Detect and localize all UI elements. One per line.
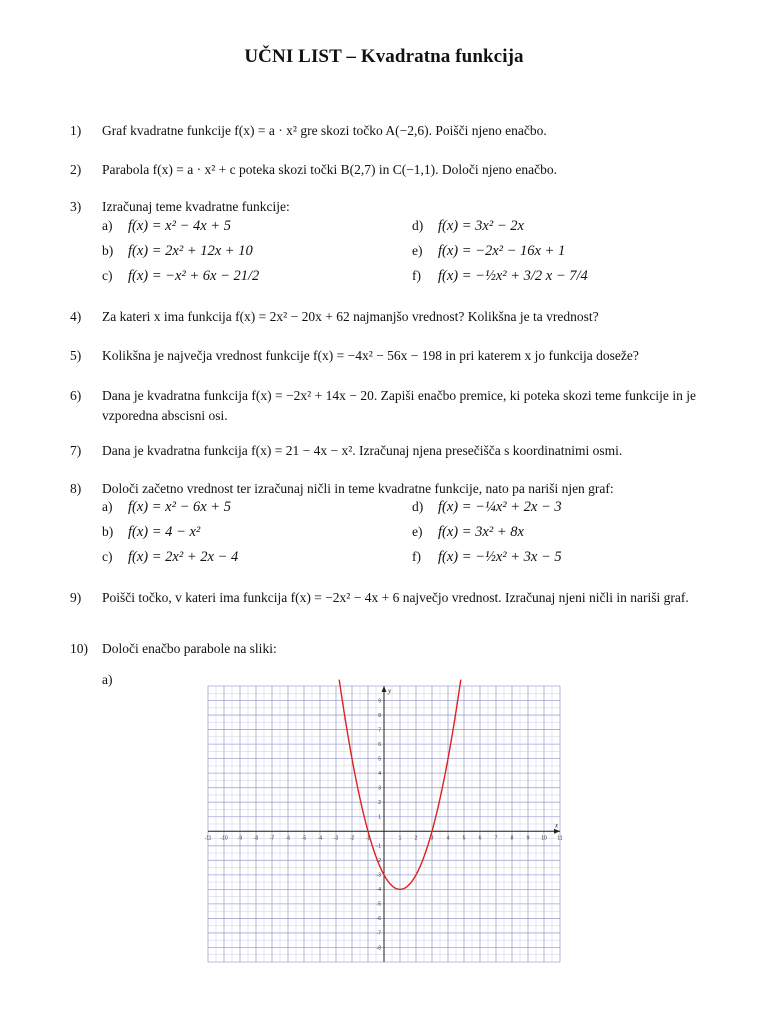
y-tick-label: 1 (378, 814, 381, 821)
problem-3 (70, 197, 696, 217)
problem-7 (70, 441, 696, 461)
problem-text: Parabola f(x) = a · x² + c poteka skozi točki B(2,7) in C(−1,1). Določi njeno enačbo. (102, 162, 558, 177)
x-tick-label: 11 (557, 835, 563, 842)
problem-4 (70, 307, 696, 327)
x-tick-label: -10 (220, 835, 228, 842)
x-tick-label: -1 (365, 835, 371, 842)
subproblem-label: d) (412, 218, 424, 233)
x-tick-label: 10 (541, 835, 547, 842)
problem-number: 5) (70, 348, 82, 363)
x-tick-label: -11 (204, 835, 212, 842)
problem-2 (70, 160, 696, 180)
y-tick-label: -2 (376, 858, 381, 865)
x-tick-label: 9 (526, 835, 530, 842)
subproblem-label: e) (412, 524, 423, 539)
equation: f(x) = x² − 6x + 5 (128, 499, 231, 515)
subproblem-label: d) (412, 499, 424, 514)
y-tick-label: 9 (378, 698, 381, 705)
y-tick-label: 4 (378, 770, 381, 777)
subproblem-label: c) (102, 268, 113, 283)
problem-number: 2) (70, 162, 82, 177)
equation: f(x) = x² − 4x + 5 (128, 218, 231, 234)
subproblem-label: f) (412, 268, 421, 283)
y-tick-label: -7 (376, 930, 381, 937)
problem-number: 9) (70, 590, 82, 605)
subproblem-label: b) (102, 243, 114, 258)
x-tick-label: -5 (301, 835, 307, 842)
x-tick-label: 3 (430, 835, 434, 842)
y-tick-label: 8 (378, 712, 381, 719)
subproblem-label: b) (102, 524, 114, 539)
problem-1 (70, 121, 696, 141)
y-tick-label: 6 (378, 741, 381, 748)
equation: f(x) = −½x² + 3/2 x − 7/4 (438, 268, 588, 284)
problem-text: Graf kvadratne funkcije f(x) = a · x² gre skozi točko A(−2,6). Poišči njeno enačbo. (102, 123, 547, 138)
subproblem-label: a) (102, 499, 113, 514)
y-tick-label: -6 (376, 916, 381, 923)
x-tick-label: 4 (446, 835, 450, 842)
x-tick-label: -4 (317, 835, 323, 842)
x-tick-label: 8 (510, 835, 514, 842)
equation: f(x) = −2x² − 16x + 1 (438, 243, 566, 259)
problem-text: Izračunaj teme kvadratne funkcije: (102, 199, 290, 214)
problem-text: Dana je kvadratna funkcija f(x) = 21 − 4x − x². Izračunaj njena presečišča s koordinatnimi osmi. (102, 443, 623, 458)
x-tick-label: -9 (237, 835, 243, 842)
x-tick-label: -6 (285, 835, 291, 842)
y-tick-label: -5 (376, 901, 381, 908)
equation: f(x) = 2x² + 2x − 4 (128, 549, 239, 565)
problem-9 (70, 588, 696, 608)
page-title: UČNI LIST – Kvadratna funkcija (244, 46, 524, 67)
x-tick-label: -2 (349, 835, 355, 842)
x-tick-label: 5 (462, 835, 466, 842)
x-axis-arrow (554, 829, 560, 834)
problem-number: 8) (70, 481, 82, 496)
problem-8 (70, 479, 696, 499)
y-tick-label: -1 (376, 843, 381, 850)
problem-number: 7) (70, 443, 82, 458)
subproblem-label: f) (412, 549, 421, 564)
y-tick-label: -4 (376, 887, 381, 894)
y-axis-label: y (388, 687, 392, 695)
problem-text: Za kateri x ima funkcija f(x) = 2x² − 20x + 62 najmanjšo vrednost? Kolikšna je ta vrednost? (102, 309, 599, 324)
subproblem-label: c) (102, 549, 113, 564)
problem-text: Poišči točko, v kateri ima funkcija f(x) = −2x² − 4x + 6 največjo vrednost. Izračunaj njeni ničli in nariši graf. (102, 590, 689, 605)
problem-number: 6) (70, 388, 82, 403)
x-tick-label: -8 (253, 835, 259, 842)
x-tick-label: 6 (478, 835, 482, 842)
problem-number: 10) (70, 641, 88, 656)
graph-label: a) (102, 672, 113, 687)
y-tick-label: -3 (376, 872, 381, 879)
y-tick-label: 3 (378, 785, 381, 792)
x-tick-label: -7 (269, 835, 275, 842)
x-axis-label: x (555, 821, 559, 830)
problem-6 (70, 386, 696, 426)
problem-number: 4) (70, 309, 82, 324)
parabola-graph (204, 686, 563, 962)
equation: f(x) = −½x² + 3x − 5 (438, 549, 562, 565)
y-tick-label: 7 (378, 727, 381, 734)
x-tick-label: 1 (398, 835, 402, 842)
problem-text: Določi enačbo parabole na sliki: (102, 641, 277, 656)
subproblem-label: a) (102, 218, 113, 233)
problem-text: Dana je kvadratna funkcija f(x) = −2x² + 14x − 20. Zapiši enačbo premice, ki poteka skozi teme funkcije in je vzporedna abscisni osi. (102, 388, 696, 423)
equation: f(x) = 4 − x² (128, 524, 201, 540)
equation: f(x) = −¼x² + 2x − 3 (438, 499, 562, 515)
y-axis-arrow (382, 686, 387, 692)
y-tick-label: -8 (376, 945, 381, 952)
x-tick-label: 7 (494, 835, 498, 842)
equation: f(x) = 3x² − 2x (438, 218, 524, 234)
y-tick-label: 2 (378, 800, 381, 807)
problem-text: Določi začetno vrednost ter izračunaj ničli in teme kvadratne funkcije, nato pa nariši njen graf: (102, 481, 614, 496)
x-tick-label: -3 (333, 835, 339, 842)
subproblem-label: e) (412, 243, 423, 258)
problem-text: Kolikšna je največja vrednost funkcije f(x) = −4x² − 56x − 198 in pri katerem x jo funkcija doseže? (102, 348, 639, 363)
y-tick-label: 5 (378, 756, 381, 763)
problem-10 (70, 639, 696, 659)
problem-number: 3) (70, 199, 82, 214)
equation: f(x) = 2x² + 12x + 10 (128, 243, 253, 259)
equation: f(x) = −x² + 6x − 21/2 (128, 268, 260, 284)
equation: f(x) = 3x² + 8x (438, 524, 524, 540)
x-tick-label: 2 (414, 835, 418, 842)
problem-number: 1) (70, 123, 82, 138)
problem-5 (70, 346, 696, 366)
